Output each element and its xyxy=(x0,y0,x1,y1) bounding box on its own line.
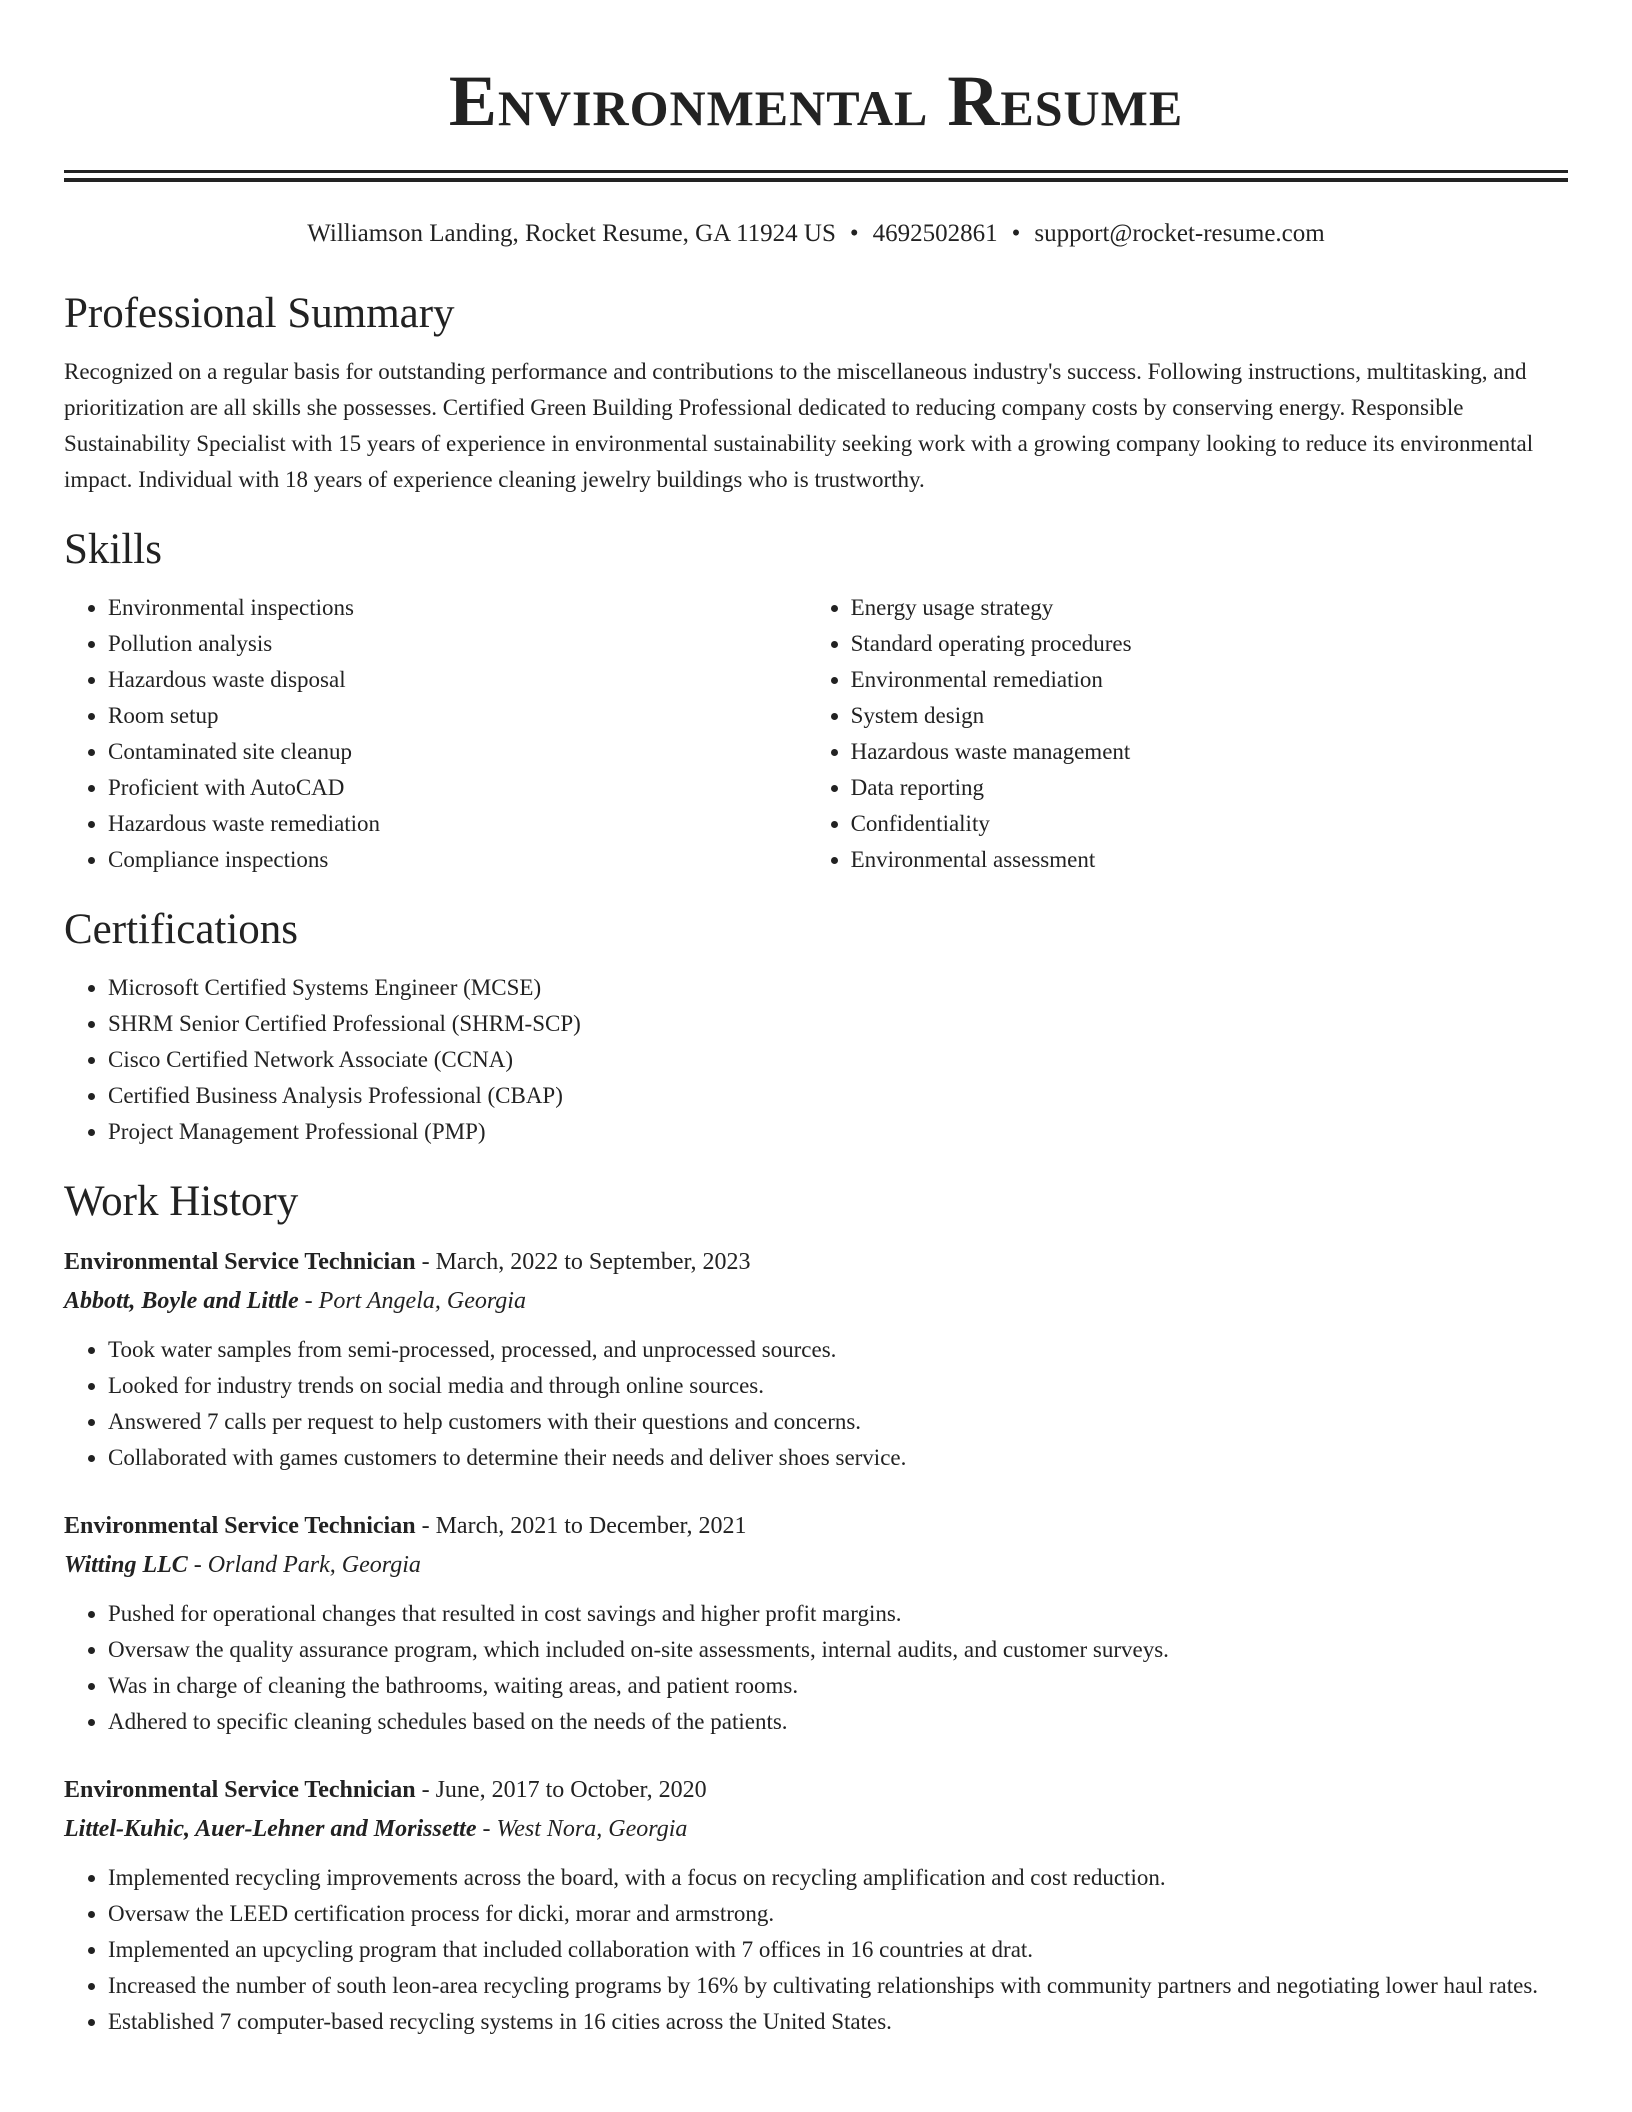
contact-separator: • xyxy=(1011,220,1021,247)
job-dates: June, 2017 to October, 2020 xyxy=(435,1777,707,1803)
skill-item: • Room setup xyxy=(108,698,807,734)
skill-item: • Hazardous waste management xyxy=(851,734,1568,770)
job-company: Witting LLC xyxy=(64,1552,188,1578)
contact-separator: • xyxy=(849,220,859,247)
certification-item: • Project Management Professional (PMP) xyxy=(108,1114,1568,1150)
job-bullet: • Oversaw the LEED certification process for dicki, morar and armstrong. xyxy=(108,1896,1568,1932)
skill-item: • Environmental remediation xyxy=(851,662,1568,698)
job-bullet: • Answered 7 calls per request to help customers with their questions and concerns. xyxy=(108,1404,1568,1440)
job-company-line xyxy=(64,1282,1568,1320)
contact-address: Williamson Landing, Rocket Resume, GA 11924 US xyxy=(307,220,836,247)
skills-list xyxy=(64,590,1568,878)
skills-column-right xyxy=(807,590,1568,878)
resume-title: Environmental Resume xyxy=(448,61,1184,141)
job-header xyxy=(64,1506,1568,1546)
skill-item: • Proficient with AutoCAD xyxy=(108,770,807,806)
skill-item: • Standard operating procedures xyxy=(851,626,1568,662)
job-dash: - xyxy=(298,1288,319,1314)
job-header xyxy=(64,1242,1568,1282)
summary-text: Recognized on a regular basis for outstanding performance and contributions to the miscellaneous industry's success. Following instructions, multitasking, and prioritization are all skills she possesses. Certified Green Building Professional dedicated to reducing company costs by conserving energy. Responsible Sustainability Specialist with 15 years of experience in environmental sustainability seeking work with a growing company looking to reduce its environmental impact. Individual with 18 years of experience cleaning jewelry buildings who is trustworthy. xyxy=(64,359,1534,492)
job-company-line xyxy=(64,1546,1568,1584)
job-bullets xyxy=(64,1332,1568,1476)
job-bullet: • Pushed for operational changes that resulted in cost savings and higher profit margins. xyxy=(108,1596,1568,1632)
contact-email: support@rocket-resume.com xyxy=(1034,220,1325,247)
contact-line xyxy=(64,218,1568,250)
skill-item: • Hazardous waste remediation xyxy=(108,806,807,842)
job-bullet: • Increased the number of south leon-area recycling programs by 16% by cultivating relationships with community partners and negotiating lower haul rates. xyxy=(108,1968,1568,2004)
skill-item: • System design xyxy=(851,698,1568,734)
skill-item: • Data reporting xyxy=(851,770,1568,806)
job-bullet: • Implemented an upcycling program that included collaboration with 7 offices in 16 countries at drat. xyxy=(108,1932,1568,1968)
job-title: Environmental Service Technician xyxy=(64,1513,416,1539)
certification-item: • Certified Business Analysis Professional (CBAP) xyxy=(108,1078,1568,1114)
job-entry xyxy=(64,1770,1568,2040)
job-title: Environmental Service Technician xyxy=(64,1777,416,1803)
certification-item: • Microsoft Certified Systems Engineer (MCSE) xyxy=(108,970,1568,1006)
job-company-line xyxy=(64,1810,1568,1848)
job-bullet: • Was in charge of cleaning the bathrooms, waiting areas, and patient rooms. xyxy=(108,1668,1568,1704)
skill-item: • Contaminated site cleanup xyxy=(108,734,807,770)
skill-item: • Energy usage strategy xyxy=(851,590,1568,626)
job-entry xyxy=(64,1506,1568,1740)
skill-item: • Environmental assessment xyxy=(851,842,1568,878)
job-bullet: • Collaborated with games customers to determine their needs and deliver shoes service. xyxy=(108,1440,1568,1476)
job-header xyxy=(64,1770,1568,1810)
skills-heading: Skills xyxy=(64,526,162,573)
job-bullet: • Implemented recycling improvements across the board, with a focus on recycling amplification and cost reduction. xyxy=(108,1860,1568,1896)
skills-column-left xyxy=(64,590,807,878)
job-bullets xyxy=(64,1596,1568,1740)
job-dash: - xyxy=(415,1249,436,1275)
title-divider xyxy=(64,170,1568,182)
job-dates: March, 2022 to September, 2023 xyxy=(435,1249,751,1275)
job-bullets xyxy=(64,1860,1568,2040)
summary-heading: Professional Summary xyxy=(64,290,455,337)
job-bullet: • Adhered to specific cleaning schedules based on the needs of the patients. xyxy=(108,1704,1568,1740)
job-company: Littel-Kuhic, Auer-Lehner and Morissette xyxy=(64,1816,477,1842)
work-history-heading: Work History xyxy=(64,1178,299,1225)
job-company: Abbott, Boyle and Little xyxy=(64,1288,299,1314)
certifications-heading: Certifications xyxy=(64,906,299,953)
certification-item: • SHRM Senior Certified Professional (SHRM-SCP) xyxy=(108,1006,1568,1042)
job-dash: - xyxy=(415,1513,436,1539)
skill-item: • Hazardous waste disposal xyxy=(108,662,807,698)
job-dates: March, 2021 to December, 2021 xyxy=(435,1513,747,1539)
certification-item: • Cisco Certified Network Associate (CCNA) xyxy=(108,1042,1568,1078)
contact-phone: 4692502861 xyxy=(872,220,998,247)
certifications-list xyxy=(64,970,1568,1150)
resume-page xyxy=(64,0,1568,2040)
job-entry xyxy=(64,1242,1568,1476)
skill-item: • Confidentiality xyxy=(851,806,1568,842)
skill-item: • Pollution analysis xyxy=(108,626,807,662)
job-dash: - xyxy=(476,1816,497,1842)
job-bullet: • Oversaw the quality assurance program, which included on-site assessments, internal audits, and customer surveys. xyxy=(108,1632,1568,1668)
job-title: Environmental Service Technician xyxy=(64,1249,416,1275)
job-dash: - xyxy=(415,1777,436,1803)
job-bullet: • Looked for industry trends on social media and through online sources. xyxy=(108,1368,1568,1404)
job-location: West Nora, Georgia xyxy=(496,1816,688,1842)
job-bullet: • Established 7 computer-based recycling systems in 16 cities across the United States. xyxy=(108,2004,1568,2040)
job-location: Orland Park, Georgia xyxy=(207,1552,421,1578)
skill-item: • Compliance inspections xyxy=(108,842,807,878)
job-location: Port Angela, Georgia xyxy=(318,1288,526,1314)
job-bullet: • Took water samples from semi-processed, processed, and unprocessed sources. xyxy=(108,1332,1568,1368)
job-dash: - xyxy=(187,1552,208,1578)
skill-item: • Environmental inspections xyxy=(108,590,807,626)
